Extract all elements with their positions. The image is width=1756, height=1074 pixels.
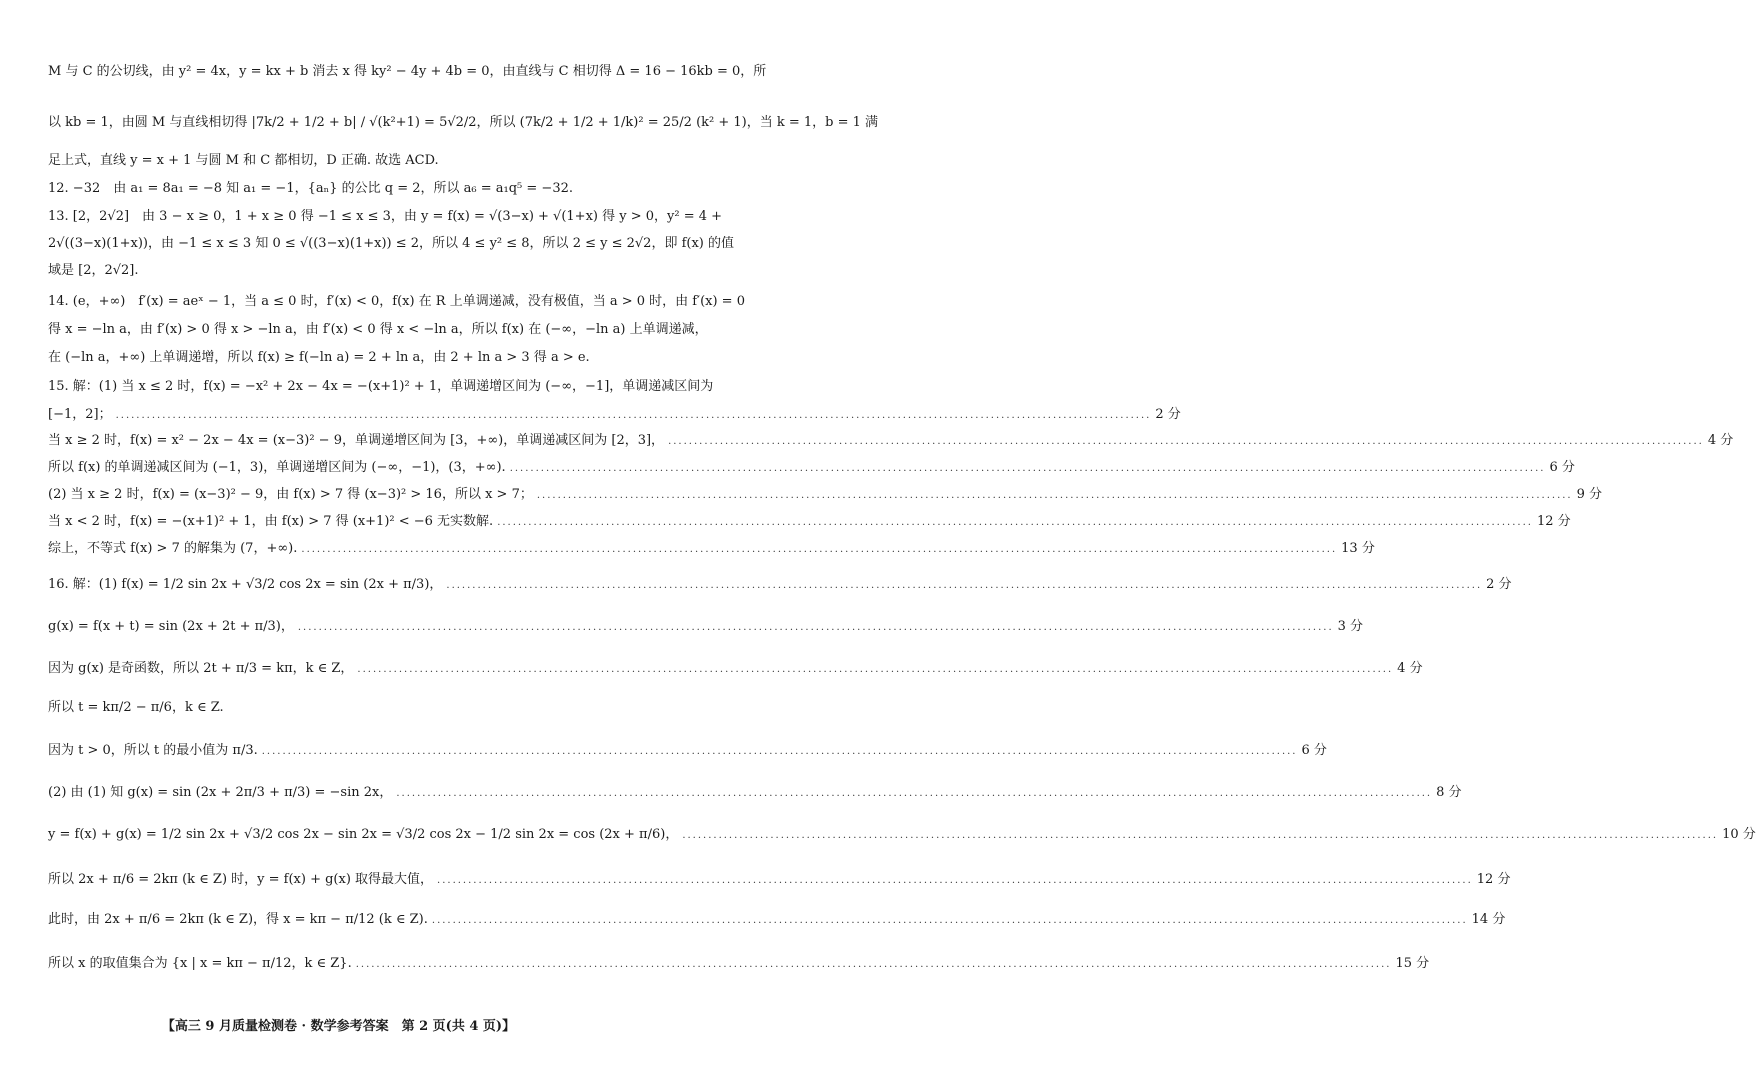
line-text: 综上，不等式 f(x) > 7 的解集为 (7，+∞).	[48, 541, 298, 556]
line-text: y = f(x) + g(x) = 1/2 sin 2x + √3/2 cos 2x − sin 2x = √3/2 cos 2x − 1/2 sin 2x = cos (2x + π/6)，	[48, 827, 679, 842]
text-line: 14. (e，+∞) f′(x) = aeˣ − 1，当 a ≤ 0 时，f′(x) < 0，f(x) 在 R 上单调递减，没有极值，当 a > 0 时，由 f′(x) = 0	[48, 294, 745, 309]
line-text: 16. 解：(1) f(x) = 1/2 sin 2x + √3/2 cos 2x = sin (2x + π/3)，	[48, 577, 443, 592]
text-line: 以 kb = 1，由圆 M 与直线相切得 |7k/2 + 1/2 + b| / √(k²+1) = 5√2/2，所以 (7k/2 + 1/2 + 1/k)² = 25/2 (k² + 1)，当 k = 1，b = 1 满	[48, 115, 879, 130]
text-line	[48, 784, 1462, 803]
dot-leader: ........................................................................................................................................................................................................	[431, 915, 1468, 926]
score-label: 9 分	[1576, 487, 1603, 502]
text-line	[48, 660, 1423, 679]
dot-leader: ........................................................................................................................................................................................................	[396, 788, 1433, 799]
dot-leader: ........................................................................................................................................................................................................	[497, 517, 1533, 528]
line-text: 因为 g(x) 是奇函数，所以 2t + π/3 = kπ，k ∈ Z，	[48, 661, 354, 676]
dot-leader: ........................................................................................................................................................................................................	[115, 410, 1152, 421]
dot-leader: ........................................................................................................................................................................................................	[261, 746, 1298, 757]
line-text: 所以 x 的取值集合为 {x | x = kπ − π/12，k ∈ Z}.	[48, 956, 352, 971]
line-text: g(x) = f(x + t) = sin (2x + 2t + π/3)，	[48, 619, 294, 634]
page-footer: 【高三 9 月质量检测卷 · 数学参考答案 第 2 页(共 4 页)】	[161, 1019, 516, 1034]
score-label: 4 分	[1397, 661, 1423, 676]
text-line	[48, 618, 1364, 637]
dot-leader: ........................................................................................................................................................................................................	[536, 490, 1573, 501]
line-text: (2) 由 (1) 知 g(x) = sin (2x + 2π/3 + π/3) = −sin 2x，	[48, 785, 393, 800]
text-line	[48, 742, 1327, 761]
score-label: 6 分	[1549, 460, 1575, 475]
score-label: 8 分	[1436, 785, 1462, 800]
text-line	[48, 871, 1511, 890]
text-line	[48, 513, 1571, 532]
score-label: 4 分	[1707, 433, 1734, 448]
text-line: 2√((3−x)(1+x))，由 −1 ≤ x ≤ 3 知 0 ≤ √((3−x)(1+x)) ≤ 2，所以 4 ≤ y² ≤ 8，所以 2 ≤ y ≤ 2√2，即 f(x) 的值	[48, 236, 734, 251]
dot-leader: ........................................................................................................................................................................................................	[357, 664, 1394, 675]
text-line	[48, 955, 1430, 974]
dot-leader: ........................................................................................................................................................................................................	[437, 875, 1473, 886]
line-text: 当 x ≥ 2 时，f(x) = x² − 2x − 4x = (x−3)² − 9，单调递增区间为 [3，+∞)，单调递减区间为 [2，3]，	[48, 433, 665, 448]
score-label: 2 分	[1155, 407, 1181, 422]
text-line: 所以 t = kπ/2 − π/6，k ∈ Z.	[48, 700, 224, 715]
text-line	[48, 406, 1181, 425]
text-line: 足上式，直线 y = x + 1 与圆 M 和 C 都相切，D 正确. 故选 ACD.	[48, 153, 439, 168]
score-label: 2 分	[1486, 577, 1512, 592]
score-label: 3 分	[1337, 619, 1364, 634]
text-line	[48, 911, 1506, 930]
text-line	[48, 432, 1734, 451]
text-line	[48, 459, 1575, 478]
text-line	[48, 826, 1756, 845]
line-text: 所以 f(x) 的单调递减区间为 (−1，3)，单调递增区间为 (−∞，−1)，(3，+∞).	[48, 460, 506, 475]
text-line: 得 x = −ln a，由 f′(x) > 0 得 x > −ln a，由 f′(x) < 0 得 x < −ln a，所以 f(x) 在 (−∞，−ln a) 上单调递减，	[48, 322, 708, 337]
dot-leader: ........................................................................................................................................................................................................	[668, 436, 1704, 447]
line-text: [−1，2]；	[48, 407, 112, 422]
line-text: (2) 当 x ≥ 2 时，f(x) = (x−3)² − 9，由 f(x) > 7 得 (x−3)² > 16，所以 x > 7；	[48, 487, 533, 502]
text-line: 15. 解：(1) 当 x ≤ 2 时，f(x) = −x² + 2x − 4x = −(x+1)² + 1，单调递增区间为 (−∞，−1]，单调递减区间为	[48, 379, 714, 394]
text-line: 12. −32 由 a₁ = 8a₁ = −8 知 a₁ = −1，{aₙ} 的公比 q = 2，所以 a₆ = a₁q⁵ = −32.	[48, 181, 573, 196]
dot-leader: ........................................................................................................................................................................................................	[355, 959, 1392, 970]
score-label: 10 分	[1722, 827, 1756, 842]
text-line: M 与 C 的公切线，由 y² = 4x，y = kx + b 消去 x 得 ky² − 4y + 4b = 0，由直线与 C 相切得 Δ = 16 − 16kb = 0，所	[48, 64, 767, 79]
dot-leader: ........................................................................................................................................................................................................	[509, 463, 1546, 474]
line-text: 当 x < 2 时，f(x) = −(x+1)² + 1，由 f(x) > 7 得 (x+1)² < −6 无实数解.	[48, 514, 494, 529]
text-line	[48, 486, 1603, 505]
text-line: 13. [2，2√2] 由 3 − x ≥ 0，1 + x ≥ 0 得 −1 ≤ x ≤ 3，由 y = f(x) = √(3−x) + √(1+x) 得 y > 0，y² = 4 +	[48, 209, 723, 224]
score-label: 12 分	[1536, 514, 1571, 529]
text-line: 域是 [2，2√2].	[48, 263, 139, 278]
score-label: 6 分	[1301, 743, 1327, 758]
text-line	[48, 576, 1512, 595]
line-text: 所以 2x + π/6 = 2kπ (k ∈ Z) 时，y = f(x) + g(x) 取得最大值，	[48, 872, 434, 887]
score-label: 14 分	[1471, 912, 1506, 927]
line-text: 因为 t > 0，所以 t 的最小值为 π/3.	[48, 743, 258, 758]
score-label: 12 分	[1476, 872, 1511, 887]
score-label: 15 分	[1395, 956, 1430, 971]
line-text: 此时，由 2x + π/6 = 2kπ (k ∈ Z)，得 x = kπ − π/12 (k ∈ Z).	[48, 912, 428, 927]
text-line	[48, 540, 1375, 559]
dot-leader: ........................................................................................................................................................................................................	[682, 830, 1719, 841]
text-line: 在 (−ln a，+∞) 上单调递增，所以 f(x) ≥ f(−ln a) = 2 + ln a，由 2 + ln a > 3 得 a > e.	[48, 350, 590, 365]
dot-leader: ........................................................................................................................................................................................................	[446, 580, 1483, 591]
dot-leader: ........................................................................................................................................................................................................	[297, 622, 1334, 633]
score-label: 13 分	[1341, 541, 1375, 556]
dot-leader: ........................................................................................................................................................................................................	[301, 544, 1338, 555]
